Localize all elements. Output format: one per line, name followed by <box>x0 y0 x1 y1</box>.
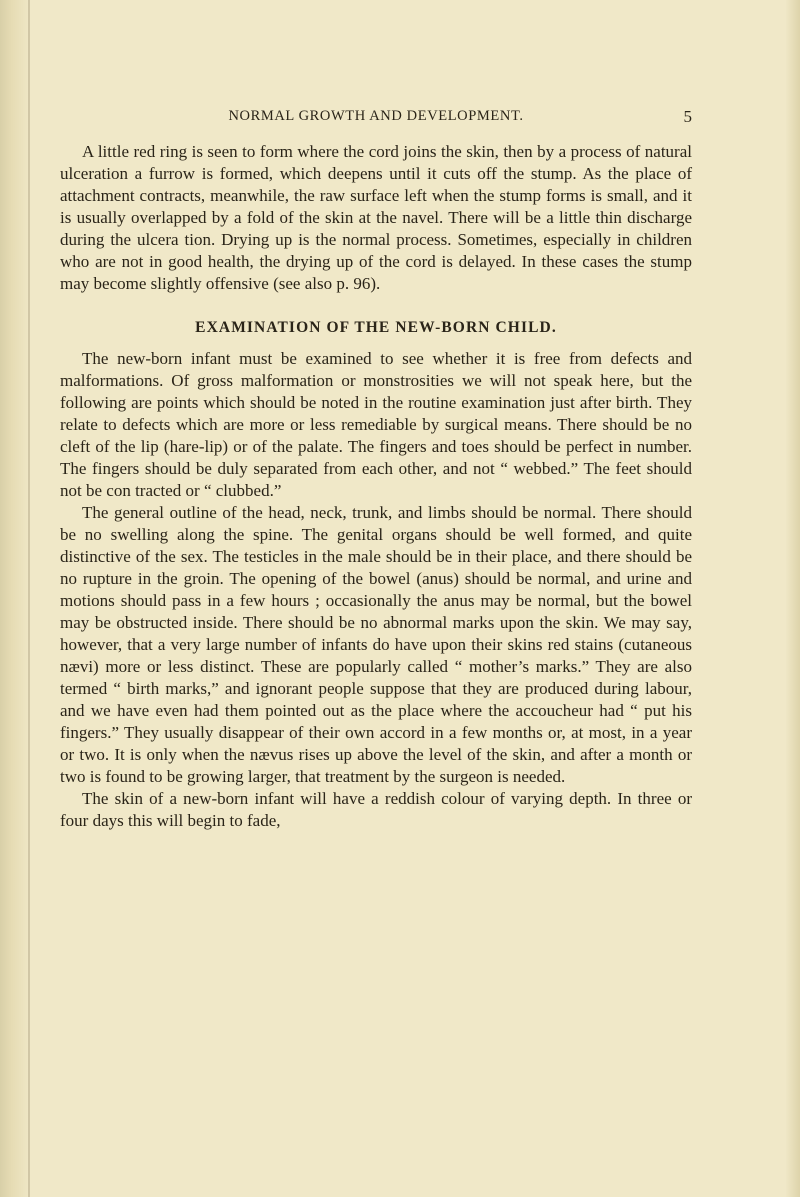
running-head <box>60 108 692 132</box>
paragraph-cord-ulceration: A little red ring is seen to form where the cord joins the skin, then by a process of natural ulceration a furrow is formed, which deepens until it cuts off the stump. As the place of attachment contracts, meanwhile, the raw surface left when the stump forms is small, and it is usually overlapped by a fold of the skin at the navel. There will be a little thin discharge during the ulcera tion. Drying up is the normal process. Sometimes, especially in children who are not in good health, the drying up of the cord is delayed. In these cases the stump may become slightly offensive (see also p. 96). <box>60 142 692 293</box>
paragraph-skin-colour: The skin of a new-born infant will have a reddish colour of varying depth. In three or four days this will begin to fade, <box>60 789 692 830</box>
running-title: NORMAL GROWTH AND DEVELOPMENT. <box>228 108 524 124</box>
body-text <box>60 141 692 832</box>
section-heading: EXAMINATION OF THE NEW-BORN CHILD. <box>195 319 557 336</box>
page-edge-right <box>786 0 800 1197</box>
page-edge-left <box>0 0 30 1197</box>
page-number: 5 <box>683 107 692 126</box>
paragraph-examination: The new-born infant must be examined to see whether it is free from defects and malformations. Of gross malformation or monstrosities we will not speak here, but the following are points which should be noted in the routine examination just after birth. They relate to defects which are more or less remediable by surgical means. There should be no cleft of the lip (hare-lip) or of the palate. The fingers and toes should be perfect in number. The fingers should be duly separated from each other, and not “ webbed.” The feet should not be con tracted or “ clubbed.” <box>60 349 692 500</box>
binding-gutter <box>28 0 30 1197</box>
paragraph-general-outline: The general outline of the head, neck, trunk, and limbs should be normal. There should be no swelling along the spine. The genital organs should be well formed, and quite distinctive of the sex. The testicles in the male should be in their place, and there should be no rupture in the groin. The opening of the bowel (anus) should be normal, and urine and motions should pass in a few hours ; occasionally the anus may be normal, but the bowel may be obstructed inside. There should be no abnormal marks upon the skin. We may say, however, that a very large number of infants do have upon their skins red stains (cutaneous nævi) more or less distinct. These are popularly called “ mother’s marks.” They are also termed “ birth marks,” and ignorant people suppose that they are produced during labour, and we have even had them pointed out as the place where the accoucheur had “ put his fingers.” They usually disappear of their own accord in a few months or, at most, in a year or two. It is only when the nævus rises up above the level of the skin, and after a month or two is found to be growing larger, that treatment by the surgeon is needed. <box>60 503 692 786</box>
